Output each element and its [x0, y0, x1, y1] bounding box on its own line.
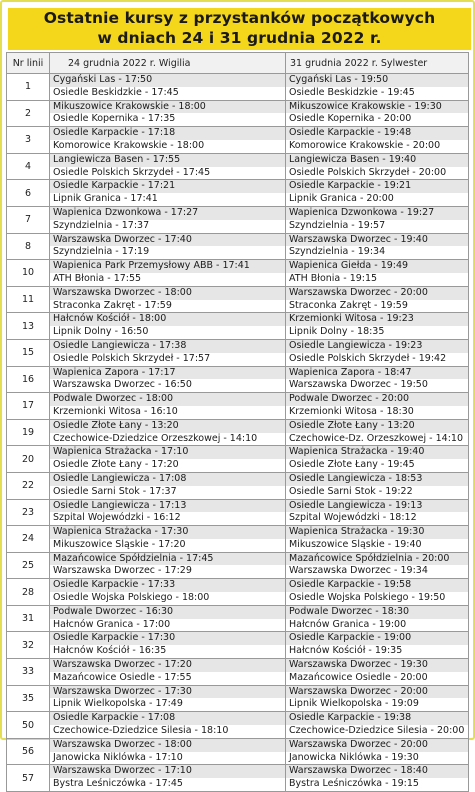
second-departure: Osiedle Sarni Stok - 19:22 [286, 486, 468, 499]
table-row [7, 605, 469, 632]
second-departure: Osiedle Złote Łany - 17:20 [50, 459, 285, 472]
table-row [7, 286, 469, 313]
december-24-cell [50, 233, 286, 260]
first-departure: Warszawska Dworzec - 17:30 [50, 686, 285, 699]
table-row [7, 260, 469, 287]
december-24-cell [50, 127, 286, 154]
december-24-cell [50, 153, 286, 180]
december-24-cell [50, 579, 286, 606]
second-departure: Szyndzielnia - 19:57 [286, 220, 468, 233]
first-departure: Osiedle Karpackie - 17:33 [50, 579, 285, 592]
first-departure: Osiedle Karpackie - 19:21 [286, 180, 468, 193]
second-departure: Krzemionki Witosa - 16:10 [50, 406, 285, 419]
first-departure: Wapienica Strażacka - 17:30 [50, 526, 285, 539]
first-departure: Warszawska Dworzec - 20:00 [286, 287, 468, 300]
first-departure: Osiedle Złote Łany - 13:20 [50, 420, 285, 433]
december-24-cell [50, 632, 286, 659]
table-row [7, 765, 469, 792]
line-number-cell: 31 [7, 605, 50, 632]
second-departure: Osiedle Złote Łany - 19:45 [286, 459, 468, 472]
december-31-cell [286, 659, 469, 686]
line-number-cell: 17 [7, 393, 50, 420]
first-departure: Wapienica Dzwonkowa - 17:27 [50, 207, 285, 220]
december-31-cell [286, 712, 469, 739]
title-banner [8, 8, 471, 50]
december-24-cell [50, 100, 286, 127]
first-departure: Osiedle Langiewicza - 17:13 [50, 500, 285, 513]
second-departure: Lipnik Granica - 17:41 [50, 193, 285, 206]
table-row [7, 233, 469, 260]
first-departure: Osiedle Langiewicza - 17:38 [50, 340, 285, 353]
december-31-cell [286, 446, 469, 473]
december-31-cell [286, 100, 469, 127]
first-departure: Wapienica Zapora - 17:17 [50, 367, 285, 380]
december-31-cell [286, 313, 469, 340]
december-31-cell [286, 286, 469, 313]
december-31-cell [286, 738, 469, 765]
first-departure: Osiedle Karpackie - 17:18 [50, 127, 285, 140]
first-departure: Langiewicza Basen - 17:55 [50, 154, 285, 167]
second-departure: Czechowice-Dz. Orzeszkowej - 14:10 [286, 433, 468, 446]
table-row [7, 339, 469, 366]
table-row [7, 180, 469, 207]
line-number-cell: 56 [7, 738, 50, 765]
second-departure: Bystra Leśniczówka - 17:45 [50, 778, 285, 791]
first-departure: Warszawska Dworzec - 17:40 [50, 234, 285, 247]
table-header-row [7, 53, 469, 74]
first-departure: Osiedle Karpackie - 19:38 [286, 712, 468, 725]
first-departure: Wapienica Giełda - 19:49 [286, 260, 468, 273]
december-31-cell [286, 180, 469, 207]
december-24-cell [50, 552, 286, 579]
second-departure: Osiedle Polskich Skrzydeł - 19:42 [286, 353, 468, 366]
line-number-cell: 8 [7, 233, 50, 260]
first-departure: Osiedle Langiewicza - 19:13 [286, 500, 468, 513]
december-31-cell [286, 153, 469, 180]
first-departure: Osiedle Karpackie - 17:21 [50, 180, 285, 193]
december-31-cell [286, 526, 469, 553]
december-31-cell [286, 499, 469, 526]
line-number-cell: 4 [7, 153, 50, 180]
table-row [7, 499, 469, 526]
second-departure: Janowicka Niklówka - 17:10 [50, 752, 285, 765]
table-row [7, 685, 469, 712]
first-departure: Warszawska Dworzec - 19:40 [286, 234, 468, 247]
second-departure: Mikuszowice Śląskie - 19:40 [286, 539, 468, 552]
table-row [7, 738, 469, 765]
first-departure: Osiedle Langiewicza - 17:08 [50, 473, 285, 486]
december-31-cell [286, 472, 469, 499]
first-departure: Warszawska Dworzec - 18:00 [50, 287, 285, 300]
first-departure: Mikuszowice Krakowskie - 18:00 [50, 101, 285, 114]
december-31-cell [286, 206, 469, 233]
second-departure: Osiedle Kopernika - 17:35 [50, 113, 285, 126]
table-row [7, 659, 469, 686]
first-departure: Warszawska Dworzec - 17:20 [50, 659, 285, 672]
line-number-cell: 16 [7, 366, 50, 393]
second-departure: Osiedle Polskich Skrzydeł - 20:00 [286, 167, 468, 180]
first-departure: Podwale Dworzec - 20:00 [286, 393, 468, 406]
second-departure: ATH Błonia - 17:55 [50, 273, 285, 286]
second-departure: Szyndzielnia - 17:37 [50, 220, 285, 233]
december-31-cell [286, 765, 469, 792]
second-departure: Warszawska Dworzec - 19:50 [286, 379, 468, 392]
first-departure: Podwale Dworzec - 16:30 [50, 606, 285, 619]
schedule-table [6, 52, 469, 792]
line-number-cell: 2 [7, 100, 50, 127]
first-departure: Osiedle Karpackie - 17:30 [50, 632, 285, 645]
first-departure: Wapienica Strażacka - 19:40 [286, 446, 468, 459]
december-24-cell [50, 659, 286, 686]
first-departure: Wapienica Zapora - 18:47 [286, 367, 468, 380]
first-departure: Wapienica Strażacka - 19:30 [286, 526, 468, 539]
line-number-cell: 13 [7, 313, 50, 340]
first-departure: Wapienica Strażacka - 17:10 [50, 446, 285, 459]
line-number-cell: 11 [7, 286, 50, 313]
table-row [7, 472, 469, 499]
december-24-cell [50, 206, 286, 233]
table-row [7, 552, 469, 579]
table-row [7, 446, 469, 473]
second-departure: Osiedle Wojska Polskiego - 18:00 [50, 592, 285, 605]
first-departure: Warszawska Dworzec - 20:00 [286, 739, 468, 752]
december-31-cell [286, 685, 469, 712]
first-departure: Osiedle Karpackie - 19:48 [286, 127, 468, 140]
header-line-number: Nr linii [7, 53, 50, 74]
second-departure: Szpital Wojewódzki - 18:12 [286, 512, 468, 525]
second-departure: Lipnik Granica - 20:00 [286, 193, 468, 206]
second-departure: Mazańcowice Osiedle - 20:00 [286, 672, 468, 685]
second-departure: Warszawska Dworzec - 19:34 [286, 565, 468, 578]
first-departure: Osiedle Karpackie - 19:00 [286, 632, 468, 645]
december-24-cell [50, 313, 286, 340]
december-24-cell [50, 260, 286, 287]
second-departure: Straconka Zakręt - 17:59 [50, 300, 285, 313]
line-number-cell: 10 [7, 260, 50, 287]
line-number-cell: 7 [7, 206, 50, 233]
december-24-cell [50, 765, 286, 792]
line-number-cell: 23 [7, 499, 50, 526]
december-31-cell [286, 366, 469, 393]
table-row [7, 313, 469, 340]
december-31-cell [286, 552, 469, 579]
table-row [7, 393, 469, 420]
table-row [7, 526, 469, 553]
line-number-cell: 25 [7, 552, 50, 579]
december-31-cell [286, 339, 469, 366]
second-departure: ATH Błonia - 19:15 [286, 273, 468, 286]
title-line-2: w dniach 24 i 31 grudnia 2022 r. [97, 29, 382, 47]
second-departure: Osiedle Wojska Polskiego - 19:50 [286, 592, 468, 605]
second-departure: Komorowice Krakowskie - 18:00 [50, 140, 285, 153]
first-departure: Osiedle Złote Łany - 13:20 [286, 420, 468, 433]
table-row [7, 579, 469, 606]
december-24-cell [50, 446, 286, 473]
line-number-cell: 22 [7, 472, 50, 499]
december-31-cell [286, 127, 469, 154]
line-number-cell: 32 [7, 632, 50, 659]
title-line-1: Ostatnie kursy z przystanków początkowych [43, 9, 436, 27]
december-24-cell [50, 419, 286, 446]
table-body [7, 74, 469, 792]
second-departure: Szyndzielnia - 19:34 [286, 246, 468, 259]
december-31-cell [286, 233, 469, 260]
line-number-cell: 28 [7, 579, 50, 606]
second-departure: Hałcnów Kościół - 16:35 [50, 645, 285, 658]
first-departure: Osiedle Langiewicza - 19:23 [286, 340, 468, 353]
december-31-cell [286, 632, 469, 659]
december-24-cell [50, 738, 286, 765]
december-24-cell [50, 712, 286, 739]
second-departure: Czechowice-Dziedzice Silesia - 18:10 [50, 725, 285, 738]
second-departure: Hałcnów Kościół - 19:35 [286, 645, 468, 658]
table-row [7, 153, 469, 180]
first-departure: Podwale Dworzec - 18:30 [286, 606, 468, 619]
line-number-cell: 33 [7, 659, 50, 686]
second-departure: Osiedle Kopernika - 20:00 [286, 113, 468, 126]
second-departure: Krzemionki Witosa - 18:30 [286, 406, 468, 419]
december-24-cell [50, 180, 286, 207]
december-24-cell [50, 605, 286, 632]
second-departure: Bystra Leśniczówka - 19:15 [286, 778, 468, 791]
second-departure: Osiedle Sarni Stok - 17:37 [50, 486, 285, 499]
second-departure: Warszawska Dworzec - 16:50 [50, 379, 285, 392]
december-31-cell [286, 74, 469, 101]
first-departure: Podwale Dworzec - 18:00 [50, 393, 285, 406]
december-31-cell [286, 579, 469, 606]
header-december-24: 24 grudnia 2022 r. Wigilia [50, 53, 286, 74]
first-departure: Mazańcowice Spółdzielnia - 17:45 [50, 553, 285, 566]
december-24-cell [50, 499, 286, 526]
december-31-cell [286, 419, 469, 446]
second-departure: Osiedle Beskidzkie - 19:45 [286, 87, 468, 100]
table-row [7, 100, 469, 127]
december-24-cell [50, 286, 286, 313]
first-departure: Mikuszowice Krakowskie - 19:30 [286, 101, 468, 114]
first-departure: Warszawska Dworzec - 17:10 [50, 765, 285, 778]
first-departure: Osiedle Karpackie - 19:58 [286, 579, 468, 592]
first-departure: Krzemionki Witosa - 19:23 [286, 313, 468, 326]
december-24-cell [50, 685, 286, 712]
second-departure: Lipnik Dolny - 16:50 [50, 326, 285, 339]
second-departure: Hałcnów Granica - 17:00 [50, 619, 285, 632]
table-row [7, 632, 469, 659]
first-departure: Cygański Las - 19:50 [286, 74, 468, 87]
table-row [7, 419, 469, 446]
line-number-cell: 3 [7, 127, 50, 154]
second-departure: Mikuszowice Śląskie - 17:20 [50, 539, 285, 552]
first-departure: Osiedle Langiewicza - 18:53 [286, 473, 468, 486]
december-31-cell [286, 605, 469, 632]
second-departure: Mazańcowice Osiedle - 17:55 [50, 672, 285, 685]
line-number-cell: 50 [7, 712, 50, 739]
header-december-31: 31 grudnia 2022 r. Sylwester [286, 53, 469, 74]
first-departure: Hałcnów Kościół - 18:00 [50, 313, 285, 326]
december-31-cell [286, 260, 469, 287]
first-departure: Wapienica Dzwonkowa - 19:27 [286, 207, 468, 220]
december-24-cell [50, 472, 286, 499]
table-row [7, 127, 469, 154]
second-departure: Lipnik Wielkopolska - 17:49 [50, 698, 285, 711]
second-departure: Czechowice-Dziedzice Silesia - 20:00 [286, 725, 468, 738]
line-number-cell: 6 [7, 180, 50, 207]
second-departure: Osiedle Beskidzkie - 17:45 [50, 87, 285, 100]
second-departure: Lipnik Dolny - 18:35 [286, 326, 468, 339]
second-departure: Janowicka Niklówka - 19:30 [286, 752, 468, 765]
first-departure: Warszawska Dworzec - 18:00 [50, 739, 285, 752]
table-row [7, 206, 469, 233]
first-departure: Warszawska Dworzec - 19:30 [286, 659, 468, 672]
second-departure: Osiedle Polskich Skrzydeł - 17:45 [50, 167, 285, 180]
line-number-cell: 24 [7, 526, 50, 553]
second-departure: Lipnik Wielkopolska - 19:09 [286, 698, 468, 711]
december-24-cell [50, 366, 286, 393]
line-number-cell: 35 [7, 685, 50, 712]
second-departure: Komorowice Krakowskie - 20:00 [286, 140, 468, 153]
line-number-cell: 19 [7, 419, 50, 446]
first-departure: Langiewicza Basen - 19:40 [286, 154, 468, 167]
first-departure: Osiedle Karpackie - 17:08 [50, 712, 285, 725]
table-row [7, 712, 469, 739]
december-24-cell [50, 526, 286, 553]
december-31-cell [286, 393, 469, 420]
december-24-cell [50, 393, 286, 420]
first-departure: Warszawska Dworzec - 20:00 [286, 686, 468, 699]
second-departure: Warszawska Dworzec - 17:29 [50, 565, 285, 578]
line-number-cell: 57 [7, 765, 50, 792]
first-departure: Mazańcowice Spółdzielnia - 20:00 [286, 553, 468, 566]
december-24-cell [50, 74, 286, 101]
second-departure: Straconka Zakręt - 19:59 [286, 300, 468, 313]
line-number-cell: 15 [7, 339, 50, 366]
table-row [7, 366, 469, 393]
second-departure: Szyndzielnia - 17:19 [50, 246, 285, 259]
first-departure: Warszawska Dworzec - 18:40 [286, 765, 468, 778]
second-departure: Szpital Wojewódzki - 16:12 [50, 512, 285, 525]
first-departure: Wapienica Park Przemysłowy ABB - 17:41 [50, 260, 285, 273]
line-number-cell: 1 [7, 74, 50, 101]
december-24-cell [50, 339, 286, 366]
second-departure: Hałcnów Granica - 19:00 [286, 619, 468, 632]
first-departure: Cygański Las - 17:50 [50, 74, 285, 87]
second-departure: Czechowice-Dziedzice Orzeszkowej - 14:10 [50, 433, 285, 446]
second-departure: Osiedle Polskich Skrzydeł - 17:57 [50, 353, 285, 366]
line-number-cell: 20 [7, 446, 50, 473]
table-row [7, 74, 469, 101]
